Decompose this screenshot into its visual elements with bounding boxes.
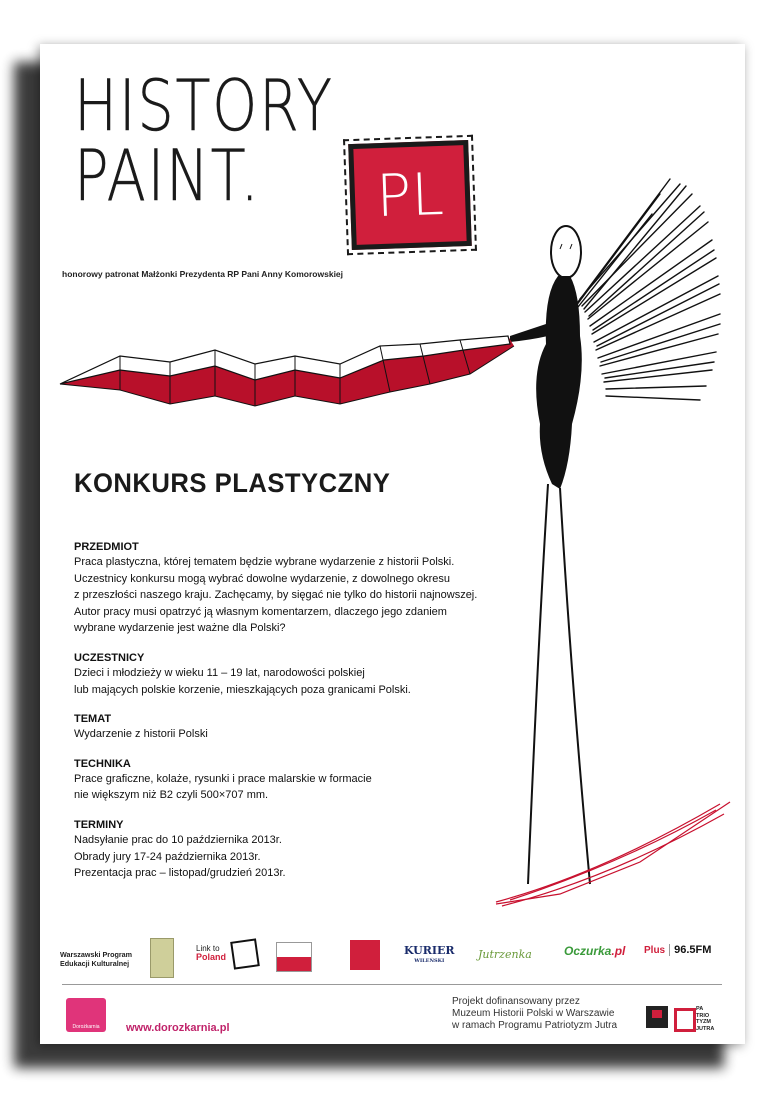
website-link[interactable]: www.dorozkarnia.pl: [126, 1022, 230, 1034]
section-line: Prezentacja prac – listopad/grudzień 2013r.: [74, 867, 286, 880]
patriotyzm-label: PA TRIO TYZM JUTRA: [696, 1006, 715, 1032]
section-line: z przeszłości naszego kraju. Zachęcamy, by sięgać nie tylko do historii najnowszej.: [74, 589, 478, 602]
section-line: Obrady jury 17-24 października 2013r.: [74, 850, 261, 863]
dorozkarnia-logo: Dorożkarnia: [66, 998, 106, 1032]
wing-icon: [574, 179, 720, 400]
section-heading: PRZEDMIOT: [74, 541, 139, 553]
head-icon: [551, 226, 581, 278]
plus-radio-logo: Plus 96.5FM: [644, 944, 712, 956]
logo-paint: PAINT.: [74, 135, 261, 217]
link-to-poland-logo: Link to Poland: [196, 944, 226, 962]
body-icon: [536, 276, 582, 489]
section-uczestnicy: [74, 652, 504, 698]
section-heading: TERMINY: [74, 818, 124, 831]
section-line: Nadsyłanie prac do 10 października 2013r.: [74, 833, 282, 846]
patriotyzm-logo-icon: [674, 1008, 696, 1032]
oczurka-logo: Oczurka.pl: [564, 944, 626, 958]
centrum-logo-icon: [350, 940, 380, 970]
section-heading: TEMAT: [74, 713, 112, 726]
jutrzenka-logo: Jutrzenka: [478, 948, 532, 961]
poster: [40, 44, 745, 1044]
contest-details: [74, 541, 504, 897]
section-terminy: [74, 819, 504, 882]
patronage-text: honorowy patronat Małżonki Prezydenta RP Pani Anny Komorowskiej: [62, 269, 344, 279]
logo-history: HISTORY: [74, 65, 334, 147]
banner-icon: [60, 336, 514, 406]
wpek-logo: Warszawski Program Edukacji Kulturalnej: [60, 950, 133, 968]
section-line: nie większym niż B2 czyli 500×707 mm.: [74, 789, 269, 802]
section-line: Uczestnicy konkursu mogą wybrać dowolne wydarzenie, z dowolnego okresu: [74, 572, 451, 585]
section-line: Dzieci i młodzieży w wieku 11 – 19 lat, narodowości polskiej: [74, 666, 365, 679]
section-line: Prace graficzne, kolaże, rysunki i prace malarskie w formacie: [74, 772, 372, 785]
section-line: lub mających polskie korzenie, mieszkających poza granicami Polski.: [74, 683, 411, 696]
funding-credit: Projekt dofinansowany przez Muzeum Historii Polski w Warszawie w ramach Programu Patriotyzm Jutra: [452, 996, 618, 1031]
section-heading: TECHNIKA: [74, 757, 131, 770]
footer-divider: [62, 984, 722, 985]
section-line: Praca plastyczna, której tematem będzie wybrane wydarzenie z historii Polski.: [74, 556, 455, 568]
section-przedmiot: [74, 541, 504, 637]
section-heading: UCZESTNICY: [74, 651, 145, 664]
contest-title: KONKURS PLASTYCZNY: [74, 468, 391, 498]
link-to-poland-icon: [230, 938, 260, 969]
sponsor-logos: [58, 936, 728, 980]
logo-pl-text: PL: [375, 159, 445, 231]
section-line: Autor pracy musi opatrzyć ją własnym komentarzem, dlaczego jego zdaniem: [74, 605, 447, 618]
section-line: wybrane wydarzenie jest ważne dla Polski?: [74, 622, 286, 635]
akademia-logo-icon: [150, 938, 174, 978]
museum-logo-icon: [646, 1006, 668, 1028]
section-technika: [74, 758, 504, 804]
kurier-wilenski-logo: KURIER WILEŃSKI: [404, 944, 455, 964]
section-temat: [74, 713, 504, 743]
section-line: Wydarzenie z historii Polski: [74, 728, 208, 741]
polish-flag-logo-icon: [276, 942, 312, 972]
